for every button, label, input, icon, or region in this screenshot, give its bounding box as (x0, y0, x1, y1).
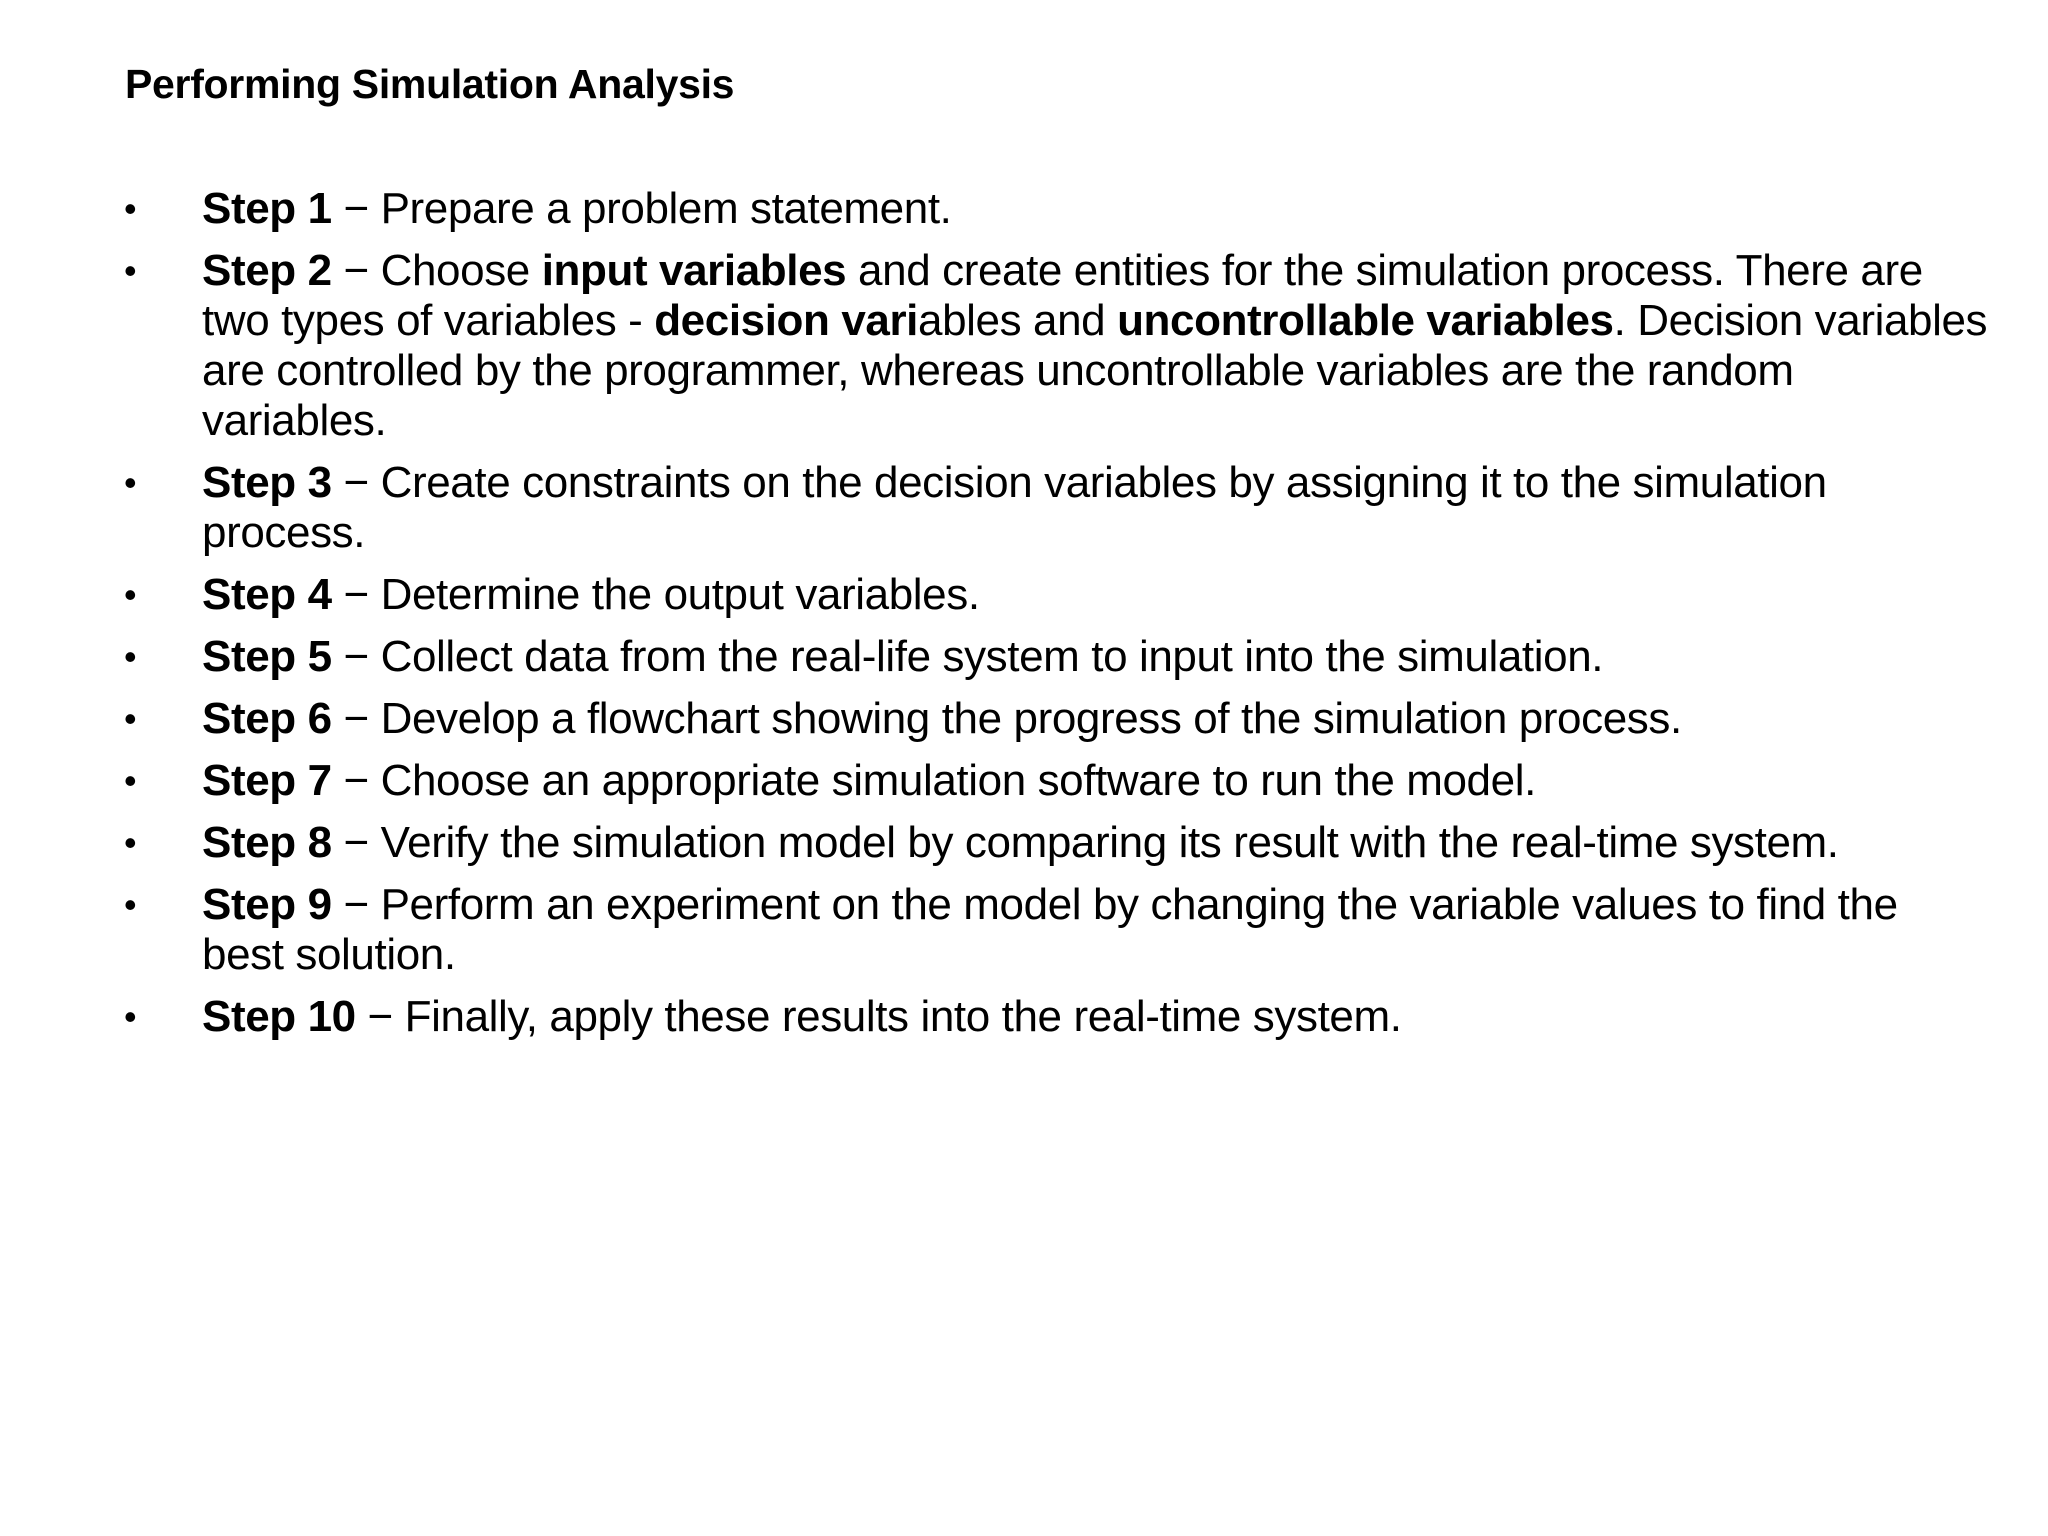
bold-text: Step 6 (202, 694, 332, 743)
bold-text: uncontrollable variables (1117, 296, 1614, 345)
bold-text: Step 8 (202, 818, 332, 867)
bullet-icon: • (124, 636, 137, 677)
bold-text: Step 9 (202, 880, 332, 929)
step-text (202, 184, 951, 233)
text: − Create constraints on the decision variables by assigning it to the simulation process. (202, 458, 1827, 557)
text: and create entities for the simulation process. There are two types of variables - (202, 246, 1923, 345)
step-text (202, 246, 1987, 445)
text: − Perform an experiment on the model by changing the variable values to find the best solution. (202, 880, 1898, 979)
bullet-icon: • (124, 822, 137, 863)
bullet-icon: • (124, 462, 137, 503)
bold-text: decision vari (654, 296, 919, 345)
bold-text: Step 3 (202, 458, 332, 507)
step-text (202, 756, 1536, 805)
bullet-icon: • (124, 250, 137, 291)
bold-text: Step 4 (202, 570, 332, 619)
step-text (202, 992, 1402, 1041)
step-text (202, 880, 1898, 979)
bold-text: input variables (541, 246, 847, 295)
bold-text: Step 1 (202, 184, 332, 233)
text: − Choose (331, 246, 542, 295)
step-text (202, 458, 1827, 557)
page-title: Performing Simulation Analysis (125, 61, 735, 107)
list-item (0, 880, 2048, 980)
text: ables and (918, 296, 1118, 345)
list-item (0, 246, 2048, 446)
bullet-icon: • (124, 996, 137, 1037)
text: − Determine the output variables. (331, 570, 980, 619)
list-item (0, 570, 2048, 620)
text: . Decision variables are controlled by the programmer, whereas uncontrollable variables are the random variables. (202, 296, 1988, 445)
bold-text: Step 7 (202, 756, 332, 805)
text: − Collect data from the real-life system to input into the simulation. (331, 632, 1604, 681)
step-text (202, 818, 1839, 867)
list-item (0, 458, 2048, 558)
step-text (202, 570, 980, 619)
bold-text: Step 2 (202, 246, 332, 295)
bullet-icon: • (124, 188, 137, 229)
text: − Verify the simulation model by comparing its result with the real-time system. (331, 818, 1839, 867)
bullet-icon: • (124, 760, 137, 801)
text: − Finally, apply these results into the real-time system. (355, 992, 1402, 1041)
list-item (0, 632, 2048, 682)
steps-list (0, 184, 2048, 1054)
bold-text: Step 5 (202, 632, 332, 681)
list-item (0, 756, 2048, 806)
text: − Develop a flowchart showing the progress of the simulation process. (331, 694, 1682, 743)
bold-text: Step 10 (202, 992, 356, 1041)
bullet-icon: • (124, 574, 137, 615)
list-item (0, 694, 2048, 744)
bullet-icon: • (124, 698, 137, 739)
list-item (0, 992, 2048, 1042)
text: − Prepare a problem statement. (331, 184, 952, 233)
list-item (0, 818, 2048, 868)
list-item (0, 184, 2048, 234)
step-text (202, 632, 1603, 681)
bullet-icon: • (124, 884, 137, 925)
text: − Choose an appropriate simulation software to run the model. (331, 756, 1536, 805)
step-text (202, 694, 1682, 743)
